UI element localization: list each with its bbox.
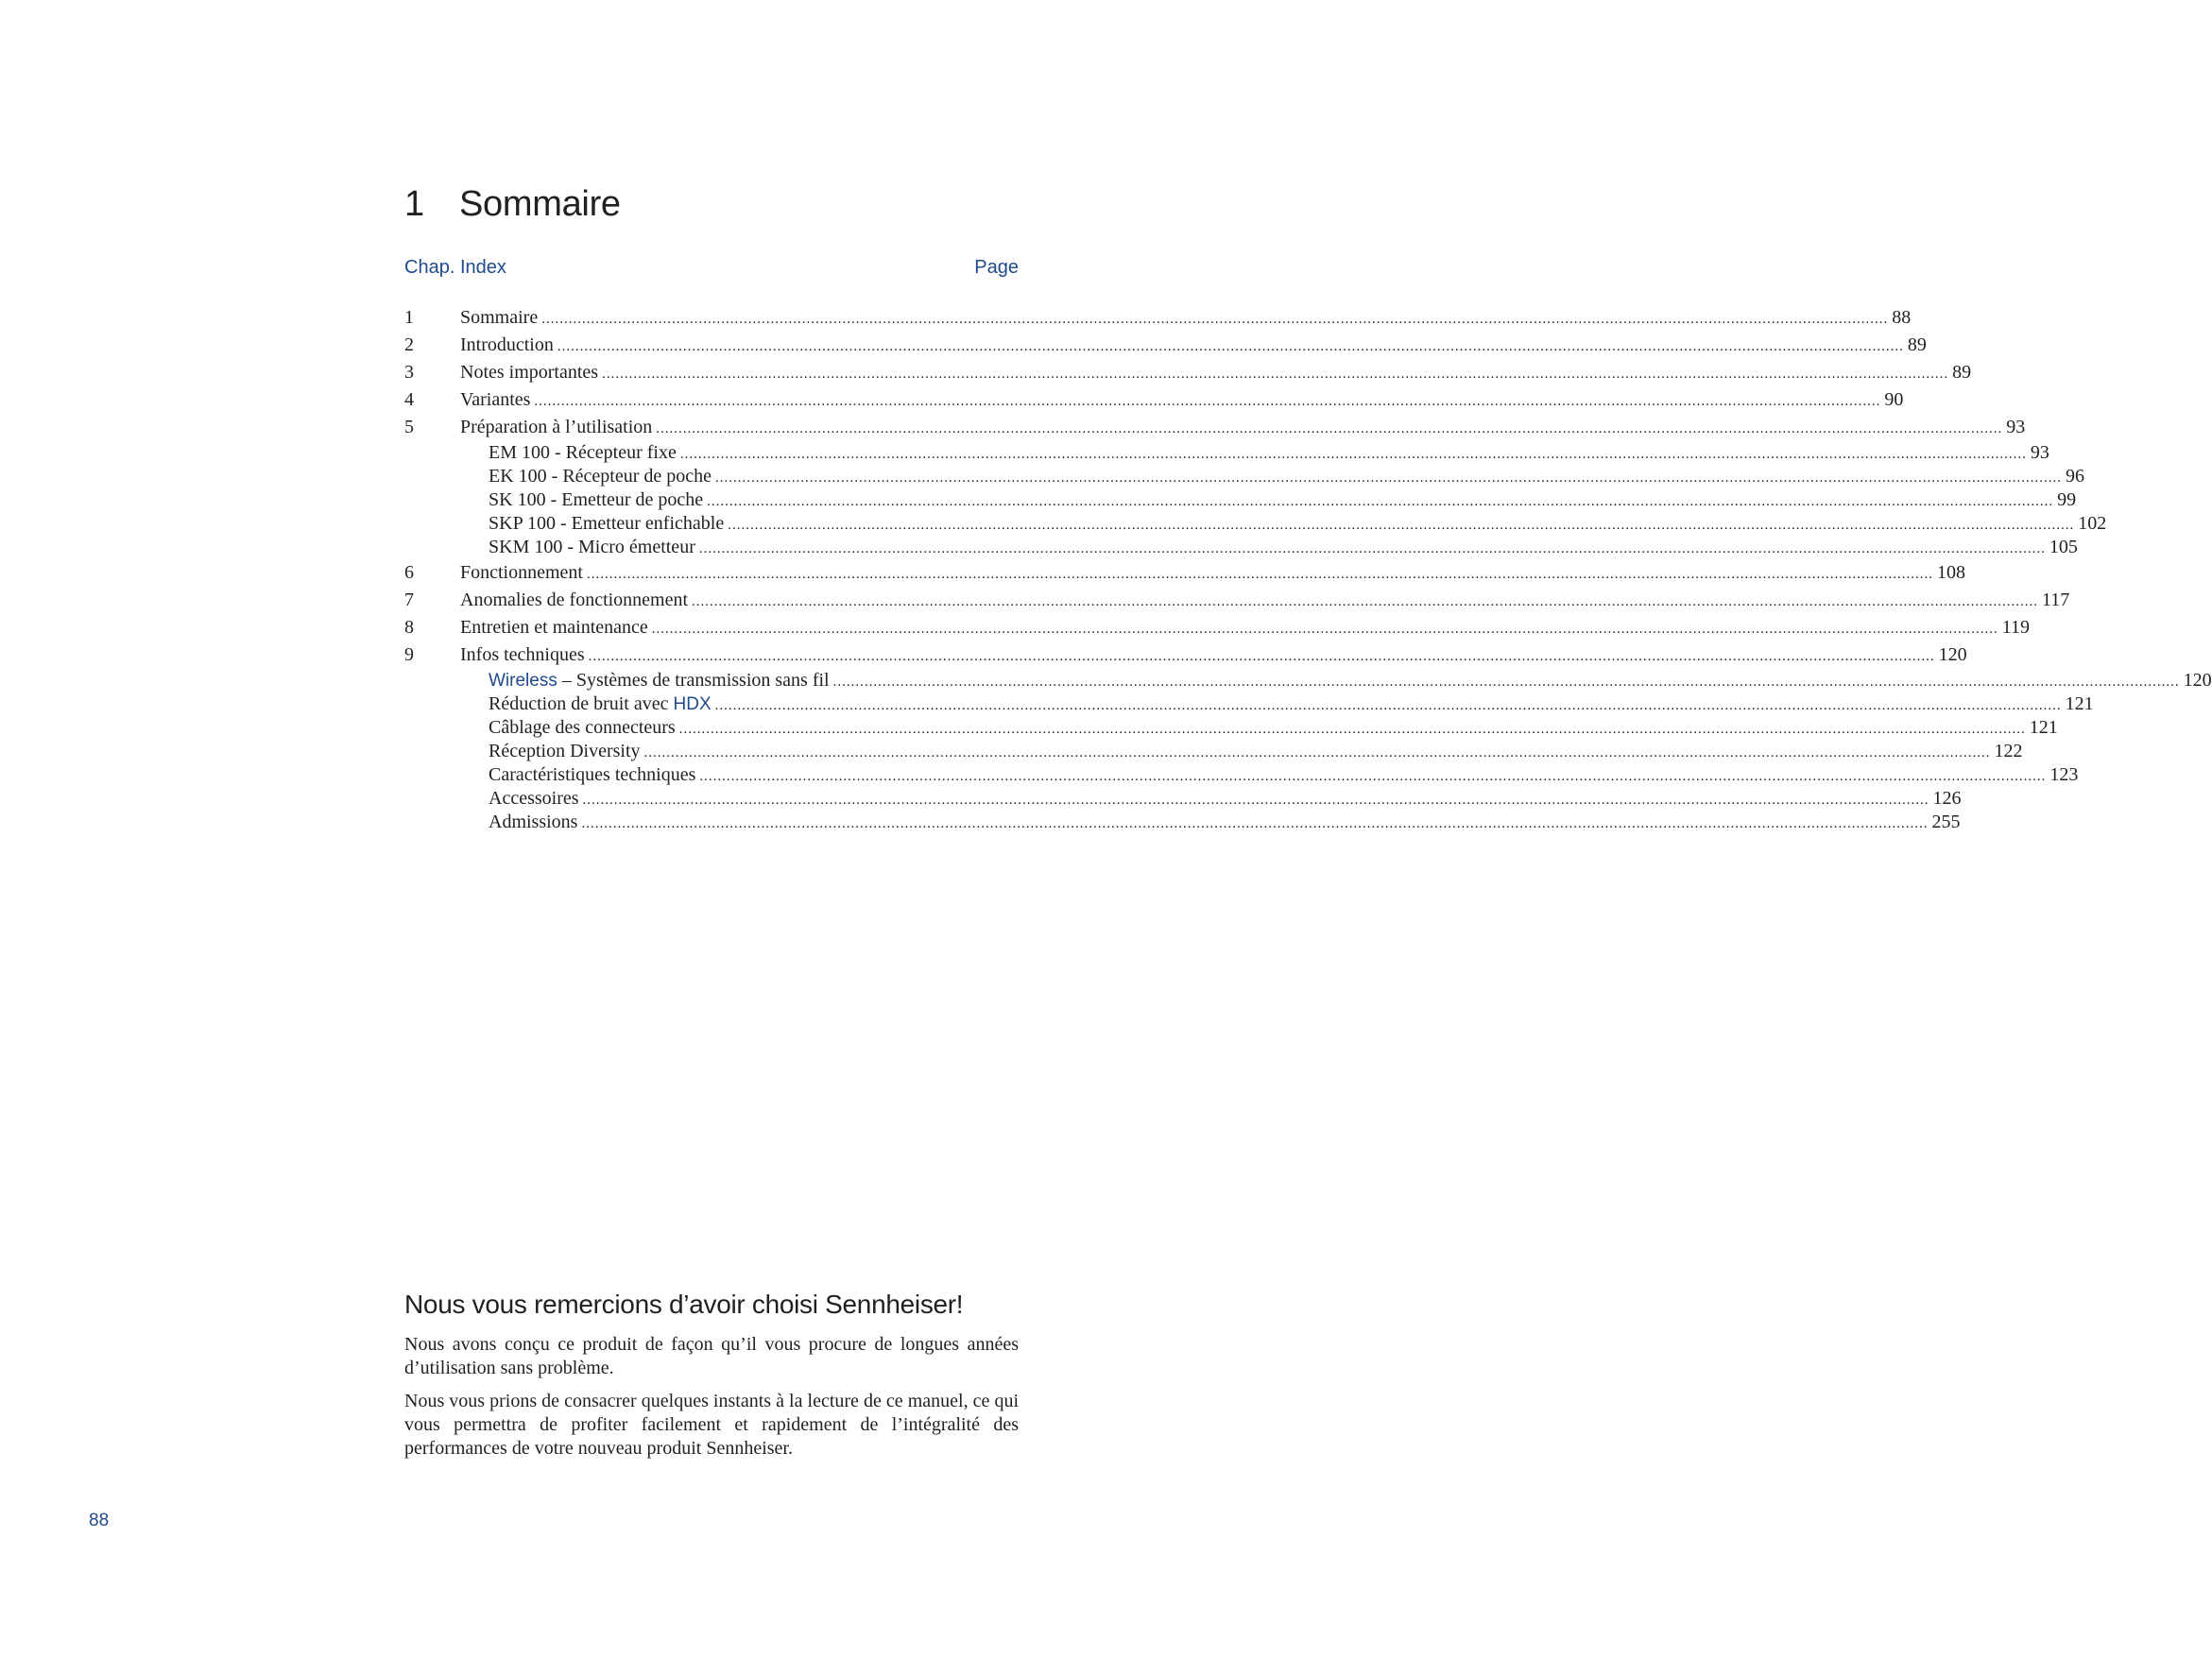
- toc-subentry: [404, 536, 2078, 559]
- toc-leader-dots: ............................................................................................................................................................................................................................................................................................................: [678, 722, 2026, 737]
- toc-subentry: [404, 763, 2079, 787]
- toc-page-number: 99: [2057, 489, 2077, 510]
- toc-subentry: [404, 787, 1962, 811]
- toc-page-number: 119: [2001, 617, 2031, 638]
- toc-leader-dots: ............................................................................................................................................................................................................................................................................................................: [656, 421, 2003, 436]
- toc-leader-dots: ............................................................................................................................................................................................................................................................................................................: [602, 367, 1949, 382]
- toc-entry-number: 1: [404, 307, 414, 328]
- toc-entry-title: Sommaire: [460, 307, 539, 328]
- toc-entry-title: Variantes: [460, 389, 531, 410]
- toc-subentry: [404, 716, 2058, 740]
- toc-leader-dots: ............................................................................................................................................................................................................................................................................................................: [643, 745, 1991, 761]
- toc-entry-title: Préparation à l’utilisation: [460, 417, 653, 437]
- toc-entry-title: Infos techniques: [460, 644, 585, 665]
- toc-page-number: 89: [1952, 362, 1972, 383]
- toc-entry-number: 6: [404, 562, 414, 583]
- toc-entry-title: Câblage des connecteurs: [489, 717, 676, 738]
- toc-entry-number: 7: [404, 590, 414, 610]
- toc-page-number: 123: [2049, 764, 2079, 785]
- toc-leader-dots: ............................................................................................................................................................................................................................................................................................................: [651, 622, 1998, 637]
- toc-highlight-term: Wireless: [489, 671, 557, 691]
- toc-entry-number: 4: [404, 389, 414, 410]
- toc-entry-title: Anomalies de fonctionnement: [460, 590, 689, 610]
- toc-entry-number: 9: [404, 644, 414, 665]
- toc-subentry: [404, 441, 2049, 465]
- toc-leader-dots: ............................................................................................................................................................................................................................................................................................................: [699, 769, 2047, 784]
- toc-page-number: 102: [2078, 513, 2107, 534]
- toc-subentry: [404, 669, 2212, 692]
- toc-entry-title: Réception Diversity: [489, 741, 641, 761]
- toc-leader-dots: ............................................................................................................................................................................................................................................................................................................: [586, 567, 1933, 582]
- toc-leader-dots: ............................................................................................................................................................................................................................................................................................................: [728, 518, 2075, 533]
- toc-subentry: [404, 488, 2077, 512]
- toc-entry-number: 8: [404, 617, 414, 638]
- toc-header-index: Index: [460, 257, 506, 278]
- toc-page-number: 105: [2049, 537, 2078, 557]
- toc-leader-dots: ............................................................................................................................................................................................................................................................................................................: [582, 793, 1929, 808]
- thanks-paragraph-1: Nous avons conçu ce produit de façon qu’il vous procure de longues années d’utilisation sans problème.: [404, 1334, 1019, 1378]
- toc-entry-title: Introduction: [460, 334, 554, 355]
- toc-entry: [404, 304, 1912, 332]
- toc-entry-title: SKP 100 - Emetteur enfichable: [489, 513, 725, 534]
- toc-entry-title: EM 100 - Récepteur fixe: [489, 442, 677, 463]
- toc-page-number: 117: [2042, 590, 2070, 610]
- toc-entry-title: Admissions: [489, 812, 578, 832]
- toc-subentry: [404, 811, 1961, 834]
- toc-entry-title: Entretien et maintenance: [460, 617, 648, 638]
- toc-page-number: 93: [2030, 442, 2049, 463]
- toc-entry-number: 5: [404, 417, 414, 437]
- toc-entry-title: Caractéristiques techniques: [489, 764, 696, 785]
- toc-page-number: 126: [1932, 788, 1962, 809]
- toc-leader-dots: ............................................................................................................................................................................................................................................................................................................: [832, 675, 2180, 690]
- toc-page-number: 255: [1931, 812, 1961, 832]
- page-number: 88: [89, 1511, 110, 1530]
- thanks-heading: Nous vous remercions d’avoir choisi Sennheiser!: [404, 1290, 964, 1319]
- toc-page-number: 88: [1892, 307, 1912, 328]
- toc-page-number: 89: [1907, 334, 1927, 355]
- toc-entry: [404, 641, 1967, 669]
- toc-entry-title: Accessoires: [489, 788, 579, 809]
- toc-subentry: [404, 512, 2107, 536]
- toc-entry: [404, 614, 2031, 641]
- toc-leader-dots: ............................................................................................................................................................................................................................................................................................................: [714, 698, 2062, 713]
- toc-highlight-term: HDX: [673, 694, 712, 714]
- thanks-section: [404, 1288, 1019, 1470]
- chapter-number: 1: [404, 184, 424, 224]
- toc-page-number: 122: [1994, 741, 2023, 761]
- toc-entry: [404, 332, 1927, 359]
- toc-page-number: 121: [2029, 717, 2058, 738]
- toc-entry: [404, 559, 1965, 587]
- toc-header-chap: Chap.: [404, 257, 455, 278]
- toc-entry-title: Réduction de bruit avec HDX: [489, 693, 712, 714]
- page-title: [404, 181, 621, 227]
- toc-page-number: 120: [1938, 644, 1967, 665]
- toc-page-number: 121: [2065, 693, 2094, 714]
- toc-page-number: 96: [2066, 466, 2085, 487]
- toc-leader-dots: ............................................................................................................................................................................................................................................................................................................: [707, 494, 2054, 509]
- toc-subentry: [404, 740, 2023, 763]
- toc-subentry: [404, 465, 2085, 488]
- toc-leader-dots: ............................................................................................................................................................................................................................................................................................................: [692, 594, 2039, 609]
- toc-header: [404, 255, 1019, 280]
- toc-entry: [404, 386, 1904, 414]
- toc-page-number: 120: [2183, 670, 2212, 691]
- toc-page-number: 93: [2006, 417, 2026, 437]
- toc-entry: [404, 414, 2026, 441]
- toc-entry: [404, 359, 1972, 386]
- toc-header-page: Page: [974, 257, 1019, 278]
- toc-entry-title: Wireless – Systèmes de transmission sans fil: [489, 670, 830, 691]
- toc-entry-title: SK 100 - Emetteur de poche: [489, 489, 704, 510]
- table-of-contents: [404, 304, 2212, 834]
- toc-leader-dots: ............................................................................................................................................................................................................................................................................................................: [581, 816, 1929, 831]
- toc-leader-dots: ............................................................................................................................................................................................................................................................................................................: [679, 447, 2027, 462]
- chapter-title: Sommaire: [459, 184, 621, 224]
- toc-entry-title: EK 100 - Récepteur de poche: [489, 466, 712, 487]
- toc-leader-dots: ............................................................................................................................................................................................................................................................................................................: [715, 470, 2063, 486]
- toc-leader-dots: ............................................................................................................................................................................................................................................................................................................: [588, 649, 1935, 664]
- toc-leader-dots: ............................................................................................................................................................................................................................................................................................................: [698, 541, 2046, 556]
- toc-entry: [404, 587, 2070, 614]
- toc-entry-title: Fonctionnement: [460, 562, 583, 583]
- toc-entry-title: Notes importantes: [460, 362, 599, 383]
- toc-page-number: 108: [1936, 562, 1965, 583]
- thanks-paragraph-2: Nous vous prions de consacrer quelques instants à la lecture de ce manuel, ce qui vous permettra de profiter facilement et rapidement de l’intégralité des performances de votre nouveau produit Sennheiser.: [404, 1391, 1019, 1459]
- toc-entry-number: 3: [404, 362, 414, 383]
- toc-entry-title: SKM 100 - Micro émetteur: [489, 537, 695, 557]
- toc-page-number: 90: [1884, 389, 1904, 410]
- toc-leader-dots: ............................................................................................................................................................................................................................................................................................................: [541, 312, 1889, 327]
- toc-leader-dots: ............................................................................................................................................................................................................................................................................................................: [534, 394, 1881, 409]
- toc-entry-number: 2: [404, 334, 414, 355]
- toc-leader-dots: ............................................................................................................................................................................................................................................................................................................: [557, 339, 1904, 354]
- toc-subentry: [404, 692, 2094, 716]
